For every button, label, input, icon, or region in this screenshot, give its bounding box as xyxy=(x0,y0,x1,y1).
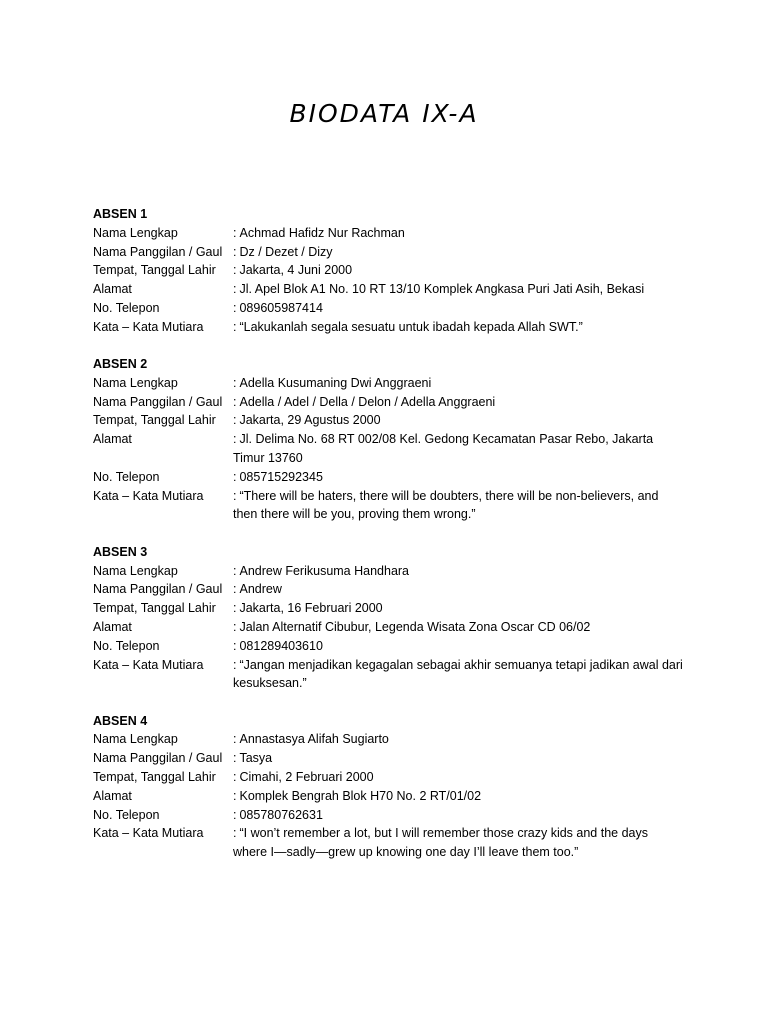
field-row-birth xyxy=(93,599,683,618)
colon-separator: : xyxy=(233,563,237,578)
colon-separator: : xyxy=(233,770,237,785)
field-row-nickname xyxy=(93,393,683,412)
entry-heading: ABSEN 3 xyxy=(93,544,148,559)
field-row-nickname xyxy=(93,243,683,262)
biodata-entry xyxy=(93,205,683,337)
field-value-wrapper xyxy=(231,580,683,599)
biodata-entry xyxy=(93,543,683,693)
field-row-quote xyxy=(93,318,683,337)
field-value: Andrew xyxy=(239,582,282,597)
field-value: Jl. Delima No. 68 RT 002/08 Kel. Gedong Kecamatan Pasar Rebo, Jakarta Timur 13760 xyxy=(233,432,654,466)
field-row-full-name xyxy=(93,374,683,393)
field-label: Nama Lengkap xyxy=(93,225,178,240)
field-row-birth xyxy=(93,261,683,280)
colon-separator: : xyxy=(233,582,237,597)
field-label: Alamat xyxy=(93,282,132,297)
field-label: Alamat xyxy=(93,432,132,447)
field-label: Kata – Kata Mutiara xyxy=(93,319,204,334)
field-value-wrapper xyxy=(231,749,683,768)
field-label: Nama Panggilan / Gaul xyxy=(93,582,223,597)
field-row-phone xyxy=(93,637,683,656)
field-label: No. Telepon xyxy=(93,638,160,653)
biodata-entry xyxy=(93,355,683,524)
field-value: 085715292345 xyxy=(239,469,323,484)
field-value: “I won’t remember a lot, but I will remember those crazy kids and the days where I—sadly—grew up knowing one day I’ll leave them too.” xyxy=(233,826,648,860)
colon-separator: : xyxy=(233,413,237,428)
field-row-address xyxy=(93,618,683,637)
field-row-full-name xyxy=(93,224,683,243)
colon-separator: : xyxy=(233,751,237,766)
field-label: Kata – Kata Mutiara xyxy=(93,657,204,672)
colon-separator: : xyxy=(233,657,237,672)
field-value-wrapper xyxy=(231,374,683,393)
field-value-wrapper xyxy=(231,768,683,787)
field-row-nickname xyxy=(93,749,683,768)
field-value-wrapper xyxy=(231,730,683,749)
colon-separator: : xyxy=(233,319,237,334)
colon-separator: : xyxy=(233,225,237,240)
colon-separator: : xyxy=(233,488,237,503)
field-value: Jakarta, 4 Juni 2000 xyxy=(239,263,353,278)
field-label: Alamat xyxy=(93,788,132,803)
field-value-wrapper xyxy=(231,618,683,637)
entry-heading: ABSEN 2 xyxy=(93,357,148,372)
field-label: Nama Lengkap xyxy=(93,732,178,747)
entry-heading: ABSEN 1 xyxy=(93,207,148,221)
field-value-wrapper xyxy=(231,318,683,337)
field-value-wrapper xyxy=(231,599,683,618)
field-value: “There will be haters, there will be doubters, there will be non-believers, and then there will be you, proving them wrong.” xyxy=(233,488,659,522)
field-value: Komplek Bengrah Blok H70 No. 2 RT/01/02 xyxy=(239,788,482,803)
field-label: Tempat, Tanggal Lahir xyxy=(93,413,216,428)
field-row-full-name xyxy=(93,730,683,749)
field-value-wrapper xyxy=(231,430,683,468)
field-value-wrapper xyxy=(231,280,683,299)
field-row-phone xyxy=(93,806,683,825)
field-value: Adella Kusumaning Dwi Anggraeni xyxy=(239,375,432,390)
field-row-phone xyxy=(93,299,683,318)
field-row-address xyxy=(93,280,683,299)
field-value: “Jangan menjadikan kegagalan sebagai akhir semuanya tetapi jadikan awal dari kesuksesan.” xyxy=(233,657,683,691)
field-value-wrapper xyxy=(231,243,683,262)
field-label: No. Telepon xyxy=(93,469,160,484)
colon-separator: : xyxy=(233,394,237,409)
field-value-wrapper xyxy=(231,637,683,656)
field-row-birth xyxy=(93,411,683,430)
field-label: No. Telepon xyxy=(93,807,160,822)
field-value: Jakarta, 29 Agustus 2000 xyxy=(239,413,381,428)
document-title: BIODATA IX-A xyxy=(289,99,479,128)
colon-separator: : xyxy=(233,826,237,841)
field-label: Alamat xyxy=(93,619,132,634)
field-value: Cimahi, 2 Februari 2000 xyxy=(239,770,374,785)
field-row-full-name xyxy=(93,562,683,581)
field-value: 085780762631 xyxy=(239,807,323,822)
field-value: 081289403610 xyxy=(239,638,323,653)
field-value: Andrew Ferikusuma Handhara xyxy=(239,563,410,578)
field-value: Tasya xyxy=(239,751,273,766)
field-row-quote xyxy=(93,824,683,862)
field-label: Tempat, Tanggal Lahir xyxy=(93,601,216,616)
colon-separator: : xyxy=(233,300,237,315)
biodata-entries xyxy=(93,205,683,881)
field-value: “Lakukanlah segala sesuatu untuk ibadah kepada Allah SWT.” xyxy=(239,319,583,334)
field-row-birth xyxy=(93,768,683,787)
field-row-quote xyxy=(93,656,683,694)
field-value-wrapper xyxy=(231,411,683,430)
field-label: Nama Panggilan / Gaul xyxy=(93,751,223,766)
field-value: Achmad Hafidz Nur Rachman xyxy=(239,225,405,240)
field-row-address xyxy=(93,787,683,806)
field-value-wrapper xyxy=(231,468,683,487)
field-row-nickname xyxy=(93,580,683,599)
field-value-wrapper xyxy=(231,824,683,862)
field-label: Kata – Kata Mutiara xyxy=(93,488,204,503)
field-value-wrapper xyxy=(231,562,683,581)
colon-separator: : xyxy=(233,601,237,616)
colon-separator: : xyxy=(233,638,237,653)
colon-separator: : xyxy=(233,375,237,390)
field-label: Tempat, Tanggal Lahir xyxy=(93,263,216,278)
field-label: Tempat, Tanggal Lahir xyxy=(93,770,216,785)
field-value-wrapper xyxy=(231,656,683,694)
field-value: Adella / Adel / Della / Delon / Adella Anggraeni xyxy=(239,394,496,409)
colon-separator: : xyxy=(233,263,237,278)
field-label: Nama Lengkap xyxy=(93,375,178,390)
colon-separator: : xyxy=(233,469,237,484)
field-value-wrapper xyxy=(231,806,683,825)
colon-separator: : xyxy=(233,619,237,634)
colon-separator: : xyxy=(233,282,237,297)
biodata-entry xyxy=(93,712,683,862)
field-value-wrapper xyxy=(231,261,683,280)
field-row-address xyxy=(93,430,683,468)
field-value: Jalan Alternatif Cibubur, Legenda Wisata Zona Oscar CD 06/02 xyxy=(239,619,591,634)
colon-separator: : xyxy=(233,244,237,259)
field-value-wrapper xyxy=(231,787,683,806)
field-value: Dz / Dezet / Dizy xyxy=(239,244,333,259)
field-value-wrapper xyxy=(231,393,683,412)
field-value: 089605987414 xyxy=(239,300,323,315)
colon-separator: : xyxy=(233,788,237,803)
colon-separator: : xyxy=(233,732,237,747)
field-label: Nama Panggilan / Gaul xyxy=(93,244,223,259)
field-value-wrapper xyxy=(231,487,683,525)
field-value-wrapper xyxy=(231,299,683,318)
entry-heading: ABSEN 4 xyxy=(93,713,148,728)
field-value: Jl. Apel Blok A1 No. 10 RT 13/10 Komplek Angkasa Puri Jati Asih, Bekasi xyxy=(239,282,645,297)
colon-separator: : xyxy=(233,807,237,822)
field-label: Nama Lengkap xyxy=(93,563,178,578)
field-label: Kata – Kata Mutiara xyxy=(93,826,204,841)
field-label: No. Telepon xyxy=(93,300,160,315)
field-value: Jakarta, 16 Februari 2000 xyxy=(239,601,383,616)
field-value: Annastasya Alifah Sugiarto xyxy=(239,732,389,747)
field-label: Nama Panggilan / Gaul xyxy=(93,394,223,409)
field-row-phone xyxy=(93,468,683,487)
field-value-wrapper xyxy=(231,224,683,243)
colon-separator: : xyxy=(233,432,237,447)
field-row-quote xyxy=(93,487,683,525)
